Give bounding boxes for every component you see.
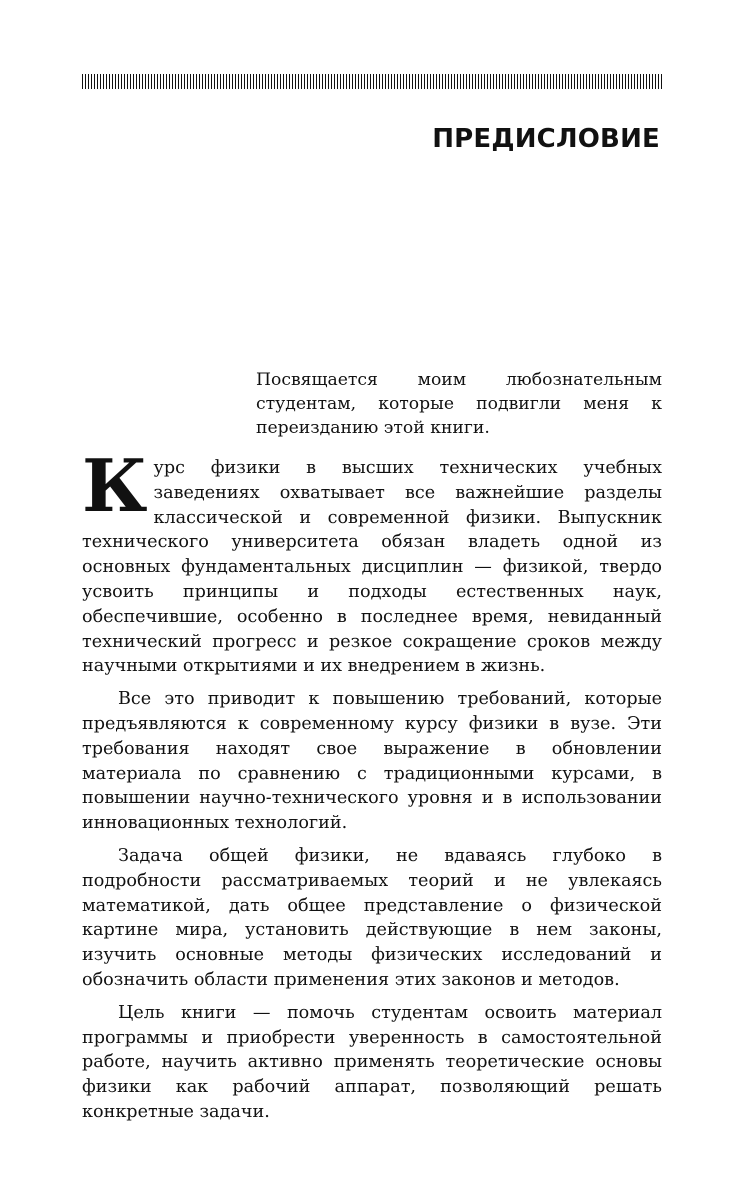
paragraph-4: Цель книги — помочь студентам освоить материал программы и приобрести уверенность в самостоятельной работе, научить активно применять теоретические основы физики как рабочий аппарат, позволяющий решать конкретные задачи.	[82, 1002, 662, 1122]
drop-cap: К	[82, 443, 148, 528]
paragraph-2: Все это приводит к повышению требований, которые предъявляются к современному курсу физики в вузе. Эти требования находят свое выражение в обновлении материала по сравнению с традиционными курсами, в повышении научно-технического уровня и в использовании инновационных технологий.	[82, 689, 662, 834]
body-text	[82, 443, 662, 1133]
dedication: Посвящается моим любознательным студентам, которые подвигли меня к переизданию этой книги.	[256, 370, 662, 438]
paragraph-1-text: урс физики в высших технических учебных заведениях охватывает все важнейшие разделы классической и современной физики. Выпускник технического университета обязан владеть одной из основных фундаментальных дисциплин — физикой, твердо усвоить принципы и подходы естественных наук, обеспечившие, особенно в последнее время, невиданный технический прогресс и резкое сокращение сроков между научными открытиями и их внедрением в жизнь.	[82, 458, 662, 677]
chapter-title: ПРЕДИСЛОВИЕ	[432, 124, 660, 154]
paragraph-3: Задача общей физики, не вдаваясь глубоко в подробности рассматриваемых теорий и не увлекаясь математикой, дать общее представление о физической картине мира, установить действующие в нем законы, изучить основные методы физических исследований и обозначить области применения этих законов и методов.	[82, 845, 662, 990]
paragraph-1	[82, 443, 662, 679]
header-rule	[82, 74, 662, 89]
